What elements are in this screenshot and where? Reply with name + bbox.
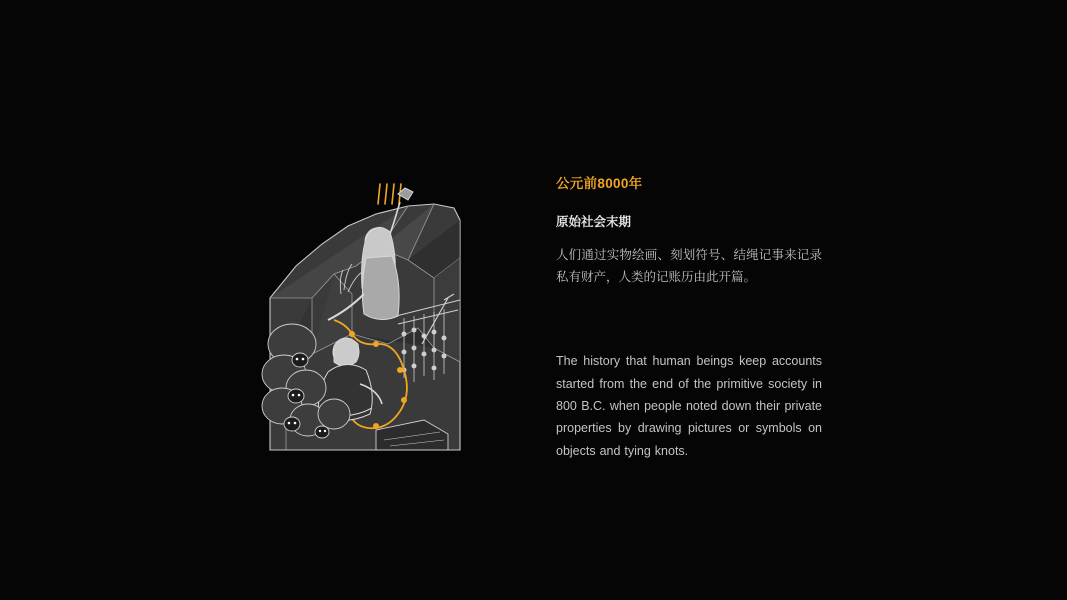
body-text-chinese: 人们通过实物绘画、刻划符号、结绳记事来记录私有财产，人类的记账历由此开篇。 bbox=[556, 248, 822, 285]
slide-text-block bbox=[556, 176, 822, 462]
subtitle-heading: 原始社会末期 bbox=[556, 215, 632, 230]
body-text-english: The history that human beings keep accounts started from the end of the primitive society in 800 B.C. when people noted down their private properties by drawing pictures or symbols on objects and tying knots. bbox=[556, 354, 822, 458]
year-heading: 公元前8000年 bbox=[556, 176, 643, 191]
primitive-society-record-keeping-illustration bbox=[248, 148, 476, 458]
